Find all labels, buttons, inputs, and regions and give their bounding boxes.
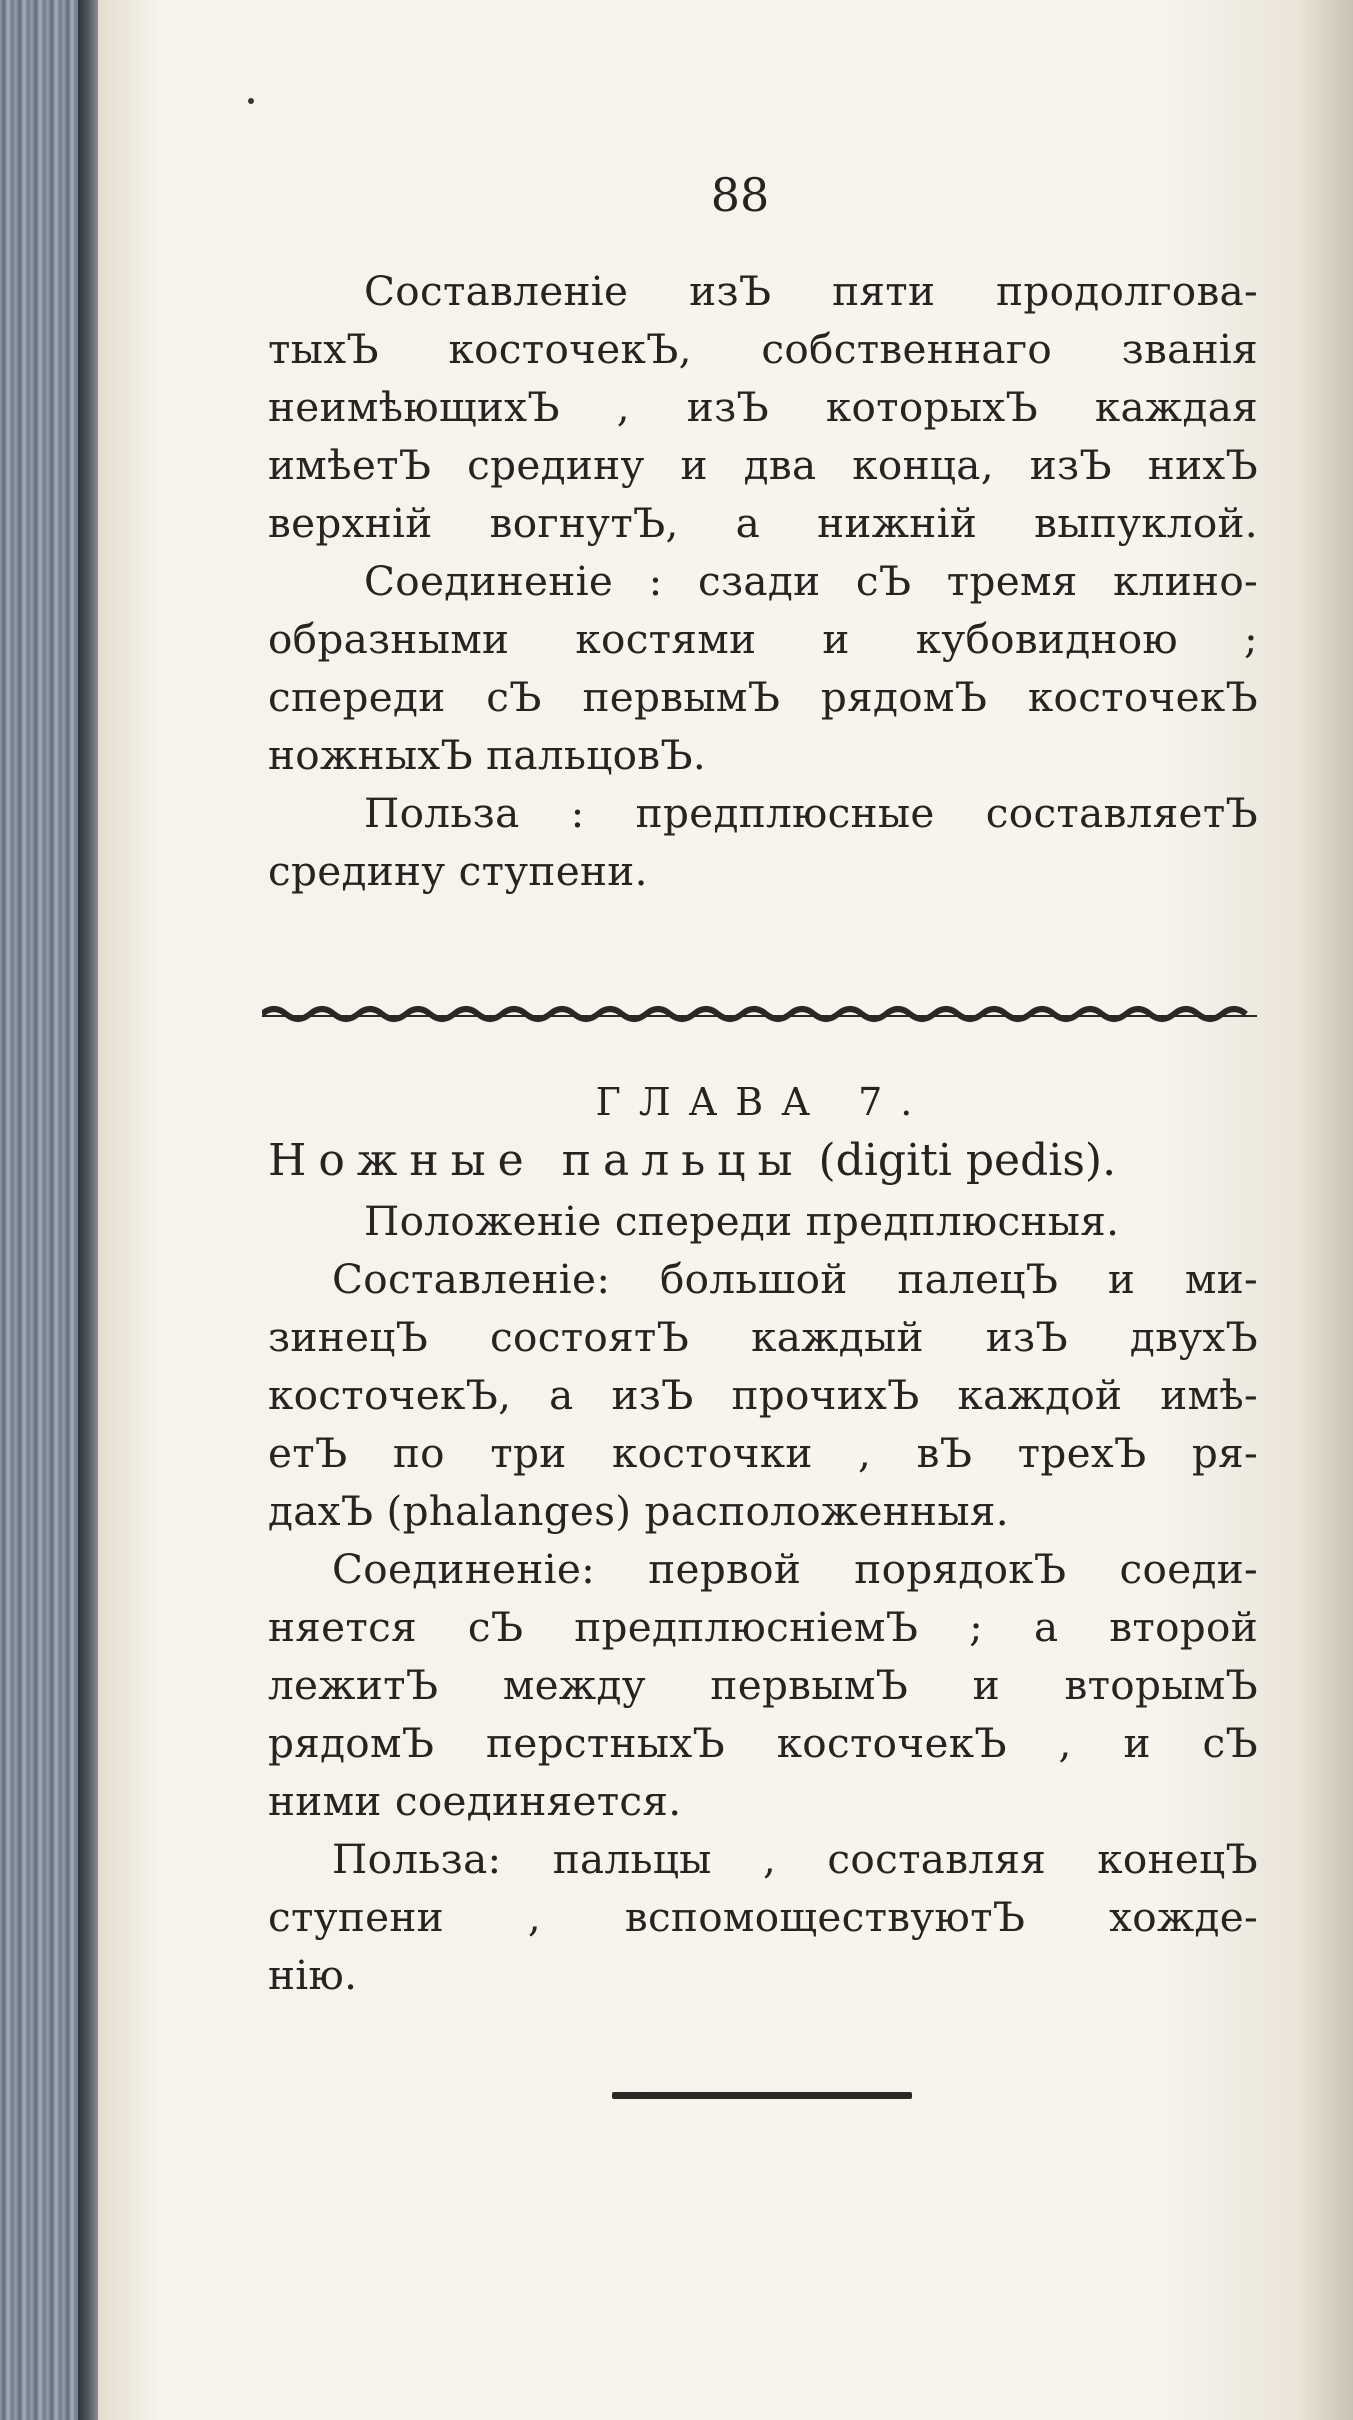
text-line: Положеніе спереди предплюсныя. [364, 1197, 1120, 1245]
text-line: неимѣющихЪ , изЪ которыхЪ каждая [268, 383, 1258, 431]
ornamental-divider [262, 1000, 1257, 1026]
text-line: косточекЪ, а изЪ прочихЪ каждой имѣ- [268, 1371, 1258, 1419]
ink-speck [248, 98, 254, 104]
text-line: няется сЪ предплюсніемЪ ; а второй [268, 1603, 1258, 1651]
text-line: рядомЪ перстныхЪ косточекЪ , и сЪ [268, 1719, 1258, 1767]
text-line: Составленіе: большой палецЪ и ми- [332, 1255, 1258, 1303]
chapter-title-main: Ножные пальцы [268, 1135, 805, 1186]
text-line: ними соединяется. [268, 1777, 682, 1825]
text-line: Составленіе изЪ пяти продолговa- [364, 267, 1258, 315]
chapter-text-block [268, 1130, 1258, 2004]
text-line: спереди сЪ первымЪ рядомЪ косточекЪ [268, 673, 1258, 721]
text-line: образными костями и кубовидною ; [268, 615, 1258, 663]
spine-shadow [78, 0, 98, 2420]
text-line: Польза: пальцы , составляя конецЪ [332, 1835, 1258, 1883]
text-line: имѣетЪ средину и два конца, изЪ нихЪ [268, 441, 1258, 489]
top-text-block [268, 262, 1258, 900]
text-line: етЪ по три косточки , вЪ трехЪ ря- [268, 1429, 1258, 1477]
text-line: лежитЪ между первымЪ и вторымЪ [268, 1661, 1258, 1709]
text-line: нію. [268, 1951, 358, 1999]
chapter-heading: ГЛАВА 7. [595, 1080, 931, 1124]
chapter-title [268, 1130, 1258, 1192]
text-line: средину ступени. [268, 847, 648, 895]
text-line: Польза : предплюсные составляетЪ [364, 789, 1258, 837]
text-line: Соединеніе : сзади сЪ тремя клино- [364, 557, 1258, 605]
text-line: ножныхЪ пальцовЪ. [268, 731, 707, 779]
page-number: 88 [710, 168, 770, 222]
text-line: зинецЪ состоятЪ каждый изЪ двухЪ [268, 1313, 1258, 1361]
end-rule [612, 2092, 912, 2099]
text-line: тыхЪ косточекЪ, собственнаго званія [268, 325, 1258, 373]
text-line: ступени , вспомоществуютЪ хожде- [268, 1893, 1258, 1941]
text-line: верхній вогнутЪ, а нижній выпуклой. [268, 499, 1258, 547]
text-line: Соединеніе: первой порядокЪ соеди- [332, 1545, 1258, 1593]
text-line: дахЪ (phalanges) расположенныя. [268, 1487, 1009, 1535]
chapter-title-latin: (digiti pedis). [818, 1135, 1117, 1186]
